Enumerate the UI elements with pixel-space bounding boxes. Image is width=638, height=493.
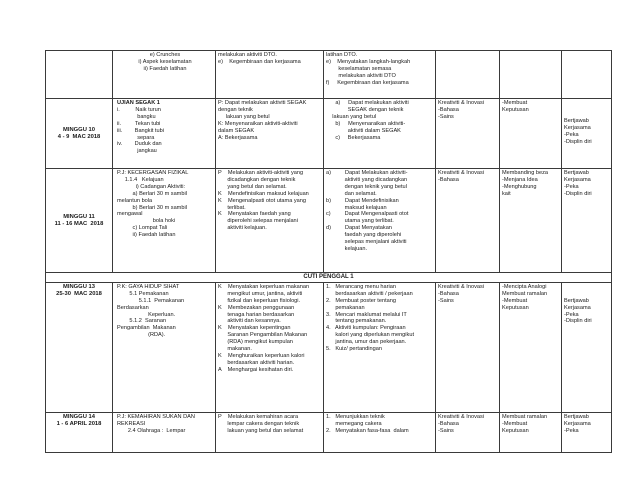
cell-line: -Bahasa — [438, 176, 459, 183]
cell-line: Kerjasama — [564, 304, 591, 311]
cell-line: e) Crunches — [149, 52, 181, 58]
bbm-cell — [500, 99, 562, 169]
standard-cell — [216, 412, 324, 452]
cell-line: SEGAK dengan teknik — [326, 106, 404, 113]
week-cell — [46, 282, 113, 412]
cell-line: P.J: KEMAHIRAN SUKAN DAN — [117, 413, 195, 420]
standard-cell — [216, 169, 324, 273]
cell-line: K Menghuraikan keperluan kalori — [218, 352, 305, 359]
cell-line: Bertjawab — [564, 117, 589, 124]
cell-line: Keputusan — [502, 427, 529, 434]
cell-line: mengikut umur, jantina, aktiviti — [218, 290, 303, 297]
cell-line: P.J: KECERGASAN FIZIKAL — [117, 170, 189, 176]
cell-line: K Menyatakan keperluan makanan — [218, 283, 310, 290]
cell-line: Bertjawab — [564, 413, 589, 420]
table-row — [46, 99, 612, 169]
cell-line: iv. Duduk dan — [117, 141, 162, 148]
cell-line: -Displin diri — [564, 138, 592, 145]
standard-cell — [216, 99, 324, 169]
cell-line: melakukan aktiviti DTO — [326, 72, 396, 79]
cell-line: aktiviti dan kesannya. — [218, 318, 281, 325]
week-cell — [46, 99, 113, 169]
cell-line: diperolehi selepas menjalani — [218, 218, 298, 225]
cell-line: berdasarkan aktiviti / pekerjaan — [326, 290, 413, 297]
cell-line: 5.1.2 Saranan — [117, 318, 167, 325]
table-row — [46, 273, 612, 283]
table-row — [46, 169, 612, 273]
cell-line: aktiviti kelajuan. — [218, 225, 267, 232]
values-cell — [562, 51, 612, 99]
cell-line: Kreativiti & Inovasi — [438, 283, 485, 290]
table-row — [46, 282, 612, 412]
cell-line: dalam SEGAK — [218, 127, 255, 134]
cell-line: b) Berlari 30 m sambil — [117, 204, 187, 211]
cell-line: Kerjasama — [564, 176, 591, 183]
standard-cell — [216, 282, 324, 412]
cell-line: Kerjasama — [564, 124, 591, 131]
cell-line: Keputusan — [502, 106, 529, 113]
cell-line: MINGGU 11 — [63, 213, 95, 220]
cell-line: A Menghargai kesihatan diri. — [218, 366, 294, 373]
cell-line: Membuat ramalan — [502, 413, 548, 420]
cell-line: mengawal — [117, 211, 143, 218]
cell-line: REKREASI — [117, 420, 146, 427]
cell-line: 1.1.4 Kelajuan — [117, 176, 164, 183]
cell-line: 4 - 9 MAC 2018 — [57, 133, 101, 140]
cell-line: 2.4 Olahraga : Lempar — [117, 427, 186, 434]
cell-line: Saranan Pengambilan Makanan — [218, 332, 308, 339]
standard-cell — [216, 51, 324, 99]
cell-line: melakukan aktiviti DTO. — [218, 52, 277, 58]
cell-line: i) Cadangan Aktiviti: — [117, 183, 186, 190]
cell-line: MINGGU 13 — [63, 283, 95, 290]
cell-line: b) Dapat Mendefinisikan — [326, 197, 399, 204]
cell-line: keselamatan semasa — [326, 65, 392, 72]
bbm-cell — [500, 169, 562, 273]
cell-line: ii) Faedah latihan — [143, 65, 187, 72]
week-cell — [46, 412, 113, 452]
cell-line: -Peka — [564, 427, 579, 434]
table-row — [46, 51, 612, 99]
cell-line: K Menyatakan faedah yang — [218, 211, 291, 218]
activity-cell — [113, 99, 216, 169]
cell-line: f) Kegembiraan dan kerjasama — [326, 79, 409, 86]
cell-line: 3. Mencari maklumat melalui IT — [326, 311, 407, 318]
cell-line: aktiviti yang dicadangkan — [326, 176, 408, 183]
cell-line: b) Menyenaraikan aktiviti- — [326, 120, 406, 127]
activity-cell — [113, 412, 216, 452]
cell-line: Keputusan — [502, 304, 529, 311]
week-cell — [46, 169, 113, 273]
cell-line: jangkau — [117, 148, 157, 155]
cell-line: separa — [117, 134, 155, 141]
cell-line: Membuat ramalan — [502, 290, 548, 297]
cell-line: dengan teknik yang betul — [326, 183, 407, 190]
cell-line — [564, 284, 609, 291]
holiday-banner: CUTI PENGGAL 1 — [46, 273, 612, 283]
cell-line: -Menghubung — [502, 183, 537, 190]
cell-line: iii. Bangkit tubi — [117, 127, 164, 134]
cell-line: tenaga harian berdasarkan — [218, 311, 295, 318]
bbm-cell — [500, 51, 562, 99]
cell-line: aktiviti dalam SEGAK — [326, 127, 401, 134]
cell-line: 1. Merancang menu harian — [326, 283, 396, 290]
cell-line: -Mencipta Analogi — [502, 283, 547, 290]
cell-line: P Melakukan kemahiran acara — [218, 413, 299, 420]
cell-line: a) Dapat melakukan aktiviti — [326, 100, 409, 106]
cell-line: -Bahasa — [438, 290, 459, 297]
cell-line: memegang cakera — [326, 420, 382, 427]
lesson-plan-table — [45, 50, 612, 453]
cell-line: kait — [502, 190, 511, 197]
cell-line: -Sains — [438, 427, 454, 434]
cell-line: lakuan yang betul — [218, 113, 270, 120]
values-cell — [562, 99, 612, 169]
cell-line: 1. Menunjukkan teknik — [326, 413, 385, 420]
cell-line: latihan DTO. — [326, 52, 358, 58]
cell-line: 25-30 MAC 2018 — [56, 290, 102, 297]
elements-cell — [436, 412, 500, 452]
cell-line: fizikal dan keperluan fisiologi. — [218, 297, 301, 304]
criteria-cell — [324, 282, 436, 412]
cell-line: lakuan yang betul dan selamat — [218, 427, 304, 434]
cell-line: jantina, umur dan pekerjaan. — [326, 339, 407, 346]
cell-line: 5. Kuiz/ pertandingan — [326, 346, 382, 353]
cell-line: ii) Faedah latihan — [117, 232, 176, 239]
cell-line: -Peka — [564, 183, 579, 190]
cell-line: selepas menjalani aktiviti — [326, 239, 407, 246]
cell-line: tentang pemakanan. — [326, 318, 387, 325]
elements-cell — [436, 99, 500, 169]
week-cell — [46, 51, 113, 99]
cell-line: maksud kelajuan — [326, 204, 387, 211]
cell-line: makanan. — [218, 346, 252, 353]
cell-line: 2. Menyatakan fasa-fasa dalam — [326, 427, 409, 434]
cell-line: P: Dapat melakukan aktiviti SEGAK — [218, 100, 307, 106]
cell-line: -Bahasa — [438, 106, 459, 113]
elements-cell — [436, 169, 500, 273]
cell-line: -Membuat — [502, 100, 528, 106]
cell-line: dan selamat. — [326, 190, 377, 197]
cell-line: P Melakukan aktiviti-aktiviti yang — [218, 170, 304, 176]
cell-line: K Mengenalpasti otot utama yang — [218, 197, 307, 204]
cell-line: ii. Tekan tubi — [117, 120, 161, 127]
cell-line: a) Berlari 30 m sambil — [117, 190, 187, 197]
cell-line: i. Naik turun — [117, 106, 161, 113]
cell-line: i) Aspek keselamatan — [138, 58, 192, 65]
cell-line: -Peka — [564, 311, 579, 318]
cell-line: faedah yang diperolehi — [326, 232, 402, 239]
criteria-cell — [324, 99, 436, 169]
cell-line: K: Menyenaraikan aktiviti-aktiviti — [218, 120, 298, 127]
cell-line: Keperluan. — [117, 311, 176, 318]
elements-cell — [436, 282, 500, 412]
cell-line: pemakanan — [326, 304, 365, 311]
cell-line: 5.1 Pemakanan — [117, 290, 169, 297]
cell-line: 4. Aktiviti kumpulan: Pengiraan — [326, 325, 406, 332]
cell-line: MINGGU 14 — [63, 413, 95, 420]
cell-line: dengan teknik — [218, 106, 253, 113]
values-cell — [562, 169, 612, 273]
cell-line — [564, 291, 609, 298]
cell-line: e) Menyatakan langkah-langkah — [326, 58, 411, 65]
cell-line: yang betul dan selamat. — [218, 183, 287, 190]
cell-line: -Sains — [438, 297, 454, 304]
cell-line: UJIAN SEGAK 1 — [117, 100, 160, 106]
cell-line: 11 - 16 MAC 2018 — [54, 220, 104, 227]
cell-line: kelajuan. — [326, 245, 368, 252]
cell-line: -Peka — [564, 131, 579, 138]
activity-cell — [113, 169, 216, 273]
cell-line: Membanding beza — [502, 170, 549, 176]
cell-line: K Membezakan penggunaan — [218, 304, 295, 311]
cell-line: berdasarkan aktiviti harian. — [218, 359, 295, 366]
cell-line: bola hoki — [117, 218, 176, 225]
cell-line: -Membuat — [502, 297, 528, 304]
cell-line: kalori yang diperlukan mengikut — [326, 332, 414, 339]
cell-line: -Membuat — [502, 420, 528, 427]
cell-line: -Displin diri — [564, 318, 592, 325]
cell-line: a) Dapat Melakukan aktiviti- — [326, 170, 408, 176]
cell-line: K Menyatakan kepentingan — [218, 325, 291, 332]
cell-line: utama yang terlibat. — [326, 218, 394, 225]
criteria-cell — [324, 51, 436, 99]
cell-line: K Mendefinisikan maksud kelajuan — [218, 190, 309, 197]
values-cell — [562, 282, 612, 412]
cell-line: lempar cakera dengan teknik — [218, 420, 300, 427]
cell-line: -Bahasa — [438, 420, 459, 427]
cell-line: Kreativiti & Inovasi — [438, 413, 485, 420]
cell-line: P.K: GAYA HIDUP SIHAT — [117, 283, 180, 290]
cell-line: lakuan yang betul — [326, 113, 377, 120]
cell-line: -Displin diri — [564, 190, 592, 197]
activity-cell — [113, 282, 216, 412]
cell-line: c) Dapat Mengenalpasti otot — [326, 211, 409, 218]
cell-line: Kreativiti & Inovasi — [438, 100, 485, 106]
activity-cell — [113, 51, 216, 99]
cell-line: bangku — [117, 113, 156, 120]
cell-line: Kreativiti & Inovasi — [438, 170, 485, 176]
cell-line: -Sains — [438, 113, 454, 120]
cell-line: melantun bola — [117, 197, 153, 204]
table-row — [46, 412, 612, 452]
cell-line: c) Lompat Tali — [117, 225, 168, 232]
values-cell — [562, 412, 612, 452]
cell-line — [564, 111, 609, 118]
cell-line: Pengambilan Makanan — [117, 325, 176, 332]
cell-line: A: Bekerjasama — [218, 134, 258, 141]
cell-line: (RDA) mengikut kumpulan — [218, 339, 293, 346]
cell-line: (RDA). — [117, 332, 166, 339]
cell-line: MINGGU 10 — [63, 126, 95, 133]
cell-line: 2. Membuat poster tentang — [326, 297, 396, 304]
cell-line: c) Bekerjasama — [326, 134, 381, 141]
cell-line: 1 - 6 APRIL 2018 — [56, 420, 102, 427]
cell-line: Bertjawab — [564, 170, 589, 176]
bbm-cell — [500, 282, 562, 412]
cell-line: -Menjana Idea — [502, 176, 538, 183]
cell-line: Bertjawab — [564, 297, 589, 304]
elements-cell — [436, 51, 500, 99]
cell-line: 5.1.1 Pemakanan — [117, 297, 185, 304]
cell-line: d) Dapat Menyatakan — [326, 225, 392, 232]
criteria-cell — [324, 412, 436, 452]
criteria-cell — [324, 169, 436, 273]
cell-line: Kerjasama — [564, 420, 591, 427]
cell-line: terlibat. — [218, 204, 246, 211]
cell-line: dicadangkan dengan teknik — [218, 176, 296, 183]
cell-line: Berdasarkan — [117, 304, 149, 311]
bbm-cell — [500, 412, 562, 452]
cell-line: e) Kegembiraan dan kerjasama — [218, 58, 301, 65]
